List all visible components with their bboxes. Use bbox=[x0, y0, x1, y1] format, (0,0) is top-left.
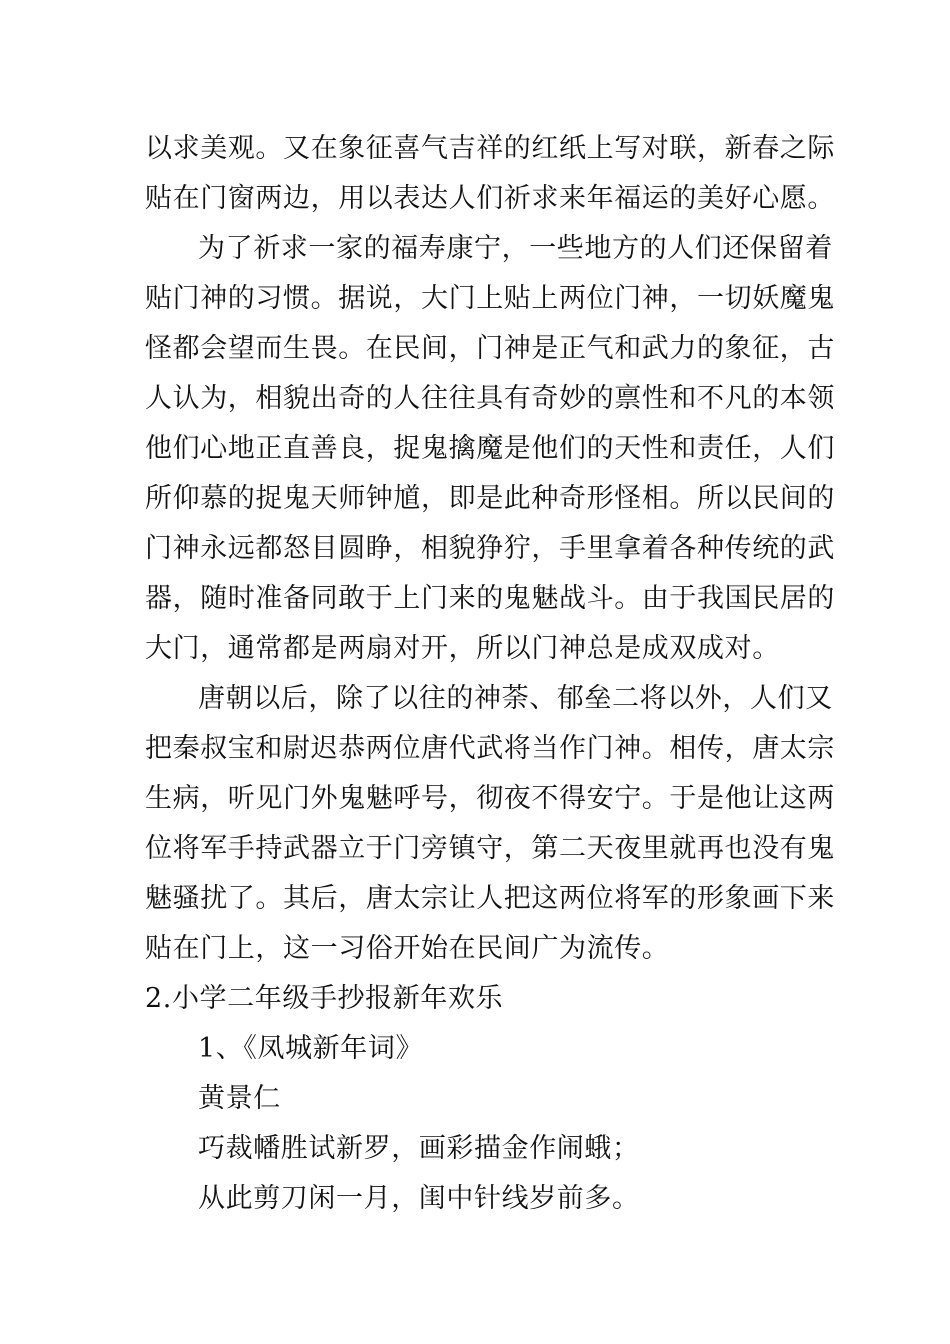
paragraph-line: 贴门神的习惯。据说，大门上贴上两位门神，一切妖魔鬼 bbox=[145, 283, 835, 314]
paragraph-line: 以求美观。又在象征喜气吉祥的红纸上写对联，新春之际 bbox=[145, 133, 835, 164]
poem-verse: 从此剪刀闲一月，闺中针线岁前多。 bbox=[198, 1183, 640, 1214]
paragraph-line: 把秦叔宝和尉迟恭两位唐代武将当作门神。相传，唐太宗 bbox=[145, 733, 835, 764]
paragraph-line: 人认为，相貌出奇的人往往具有奇妙的禀性和不凡的本领 bbox=[145, 383, 835, 414]
paragraph-line: 门神永远都怒目圆睁，相貌狰狞，手里拿着各种传统的武 bbox=[145, 533, 835, 564]
paragraph-line: 所仰慕的捉鬼天师钟馗，即是此种奇形怪相。所以民间的 bbox=[145, 483, 835, 514]
paragraph-line: 贴在门上，这一习俗开始在民间广为流传。 bbox=[145, 933, 670, 964]
paragraph-line: 为了祈求一家的福寿康宁，一些地方的人们还保留着 bbox=[198, 233, 833, 264]
paragraph-line: 怪都会望而生畏。在民间，门神是正气和武力的象征，古 bbox=[145, 333, 835, 364]
section-heading: 2.小学二年级手抄报新年欢乐 bbox=[145, 983, 504, 1014]
paragraph-line: 器，随时准备同敢于上门来的鬼魅战斗。由于我国民居的 bbox=[145, 583, 835, 614]
paragraph-line: 生病，听见门外鬼魅呼号，彻夜不得安宁。于是他让这两 bbox=[145, 783, 835, 814]
poem-author: 黄景仁 bbox=[198, 1083, 281, 1114]
poem-verse: 巧裁幡胜试新罗，画彩描金作闹蛾； bbox=[198, 1133, 640, 1164]
paragraph-line: 贴在门窗两边，用以表达人们祈求来年福运的美好心愿。 bbox=[145, 183, 835, 214]
paragraph-line: 大门，通常都是两扇对开，所以门神总是成双成对。 bbox=[145, 633, 780, 664]
paragraph-line: 魅骚扰了。其后，唐太宗让人把这两位将军的形象画下来 bbox=[145, 883, 835, 914]
paragraph-line: 唐朝以后，除了以往的神荼、郁垒二将以外，人们又 bbox=[198, 683, 833, 714]
paragraph-line: 位将军手持武器立于门旁镇守，第二天夜里就再也没有鬼 bbox=[145, 833, 835, 864]
poem-title: 1、《凤城新年词》 bbox=[198, 1033, 424, 1064]
paragraph-line: 他们心地正直善良，捉鬼擒魔是他们的天性和责任，人们 bbox=[145, 433, 835, 464]
